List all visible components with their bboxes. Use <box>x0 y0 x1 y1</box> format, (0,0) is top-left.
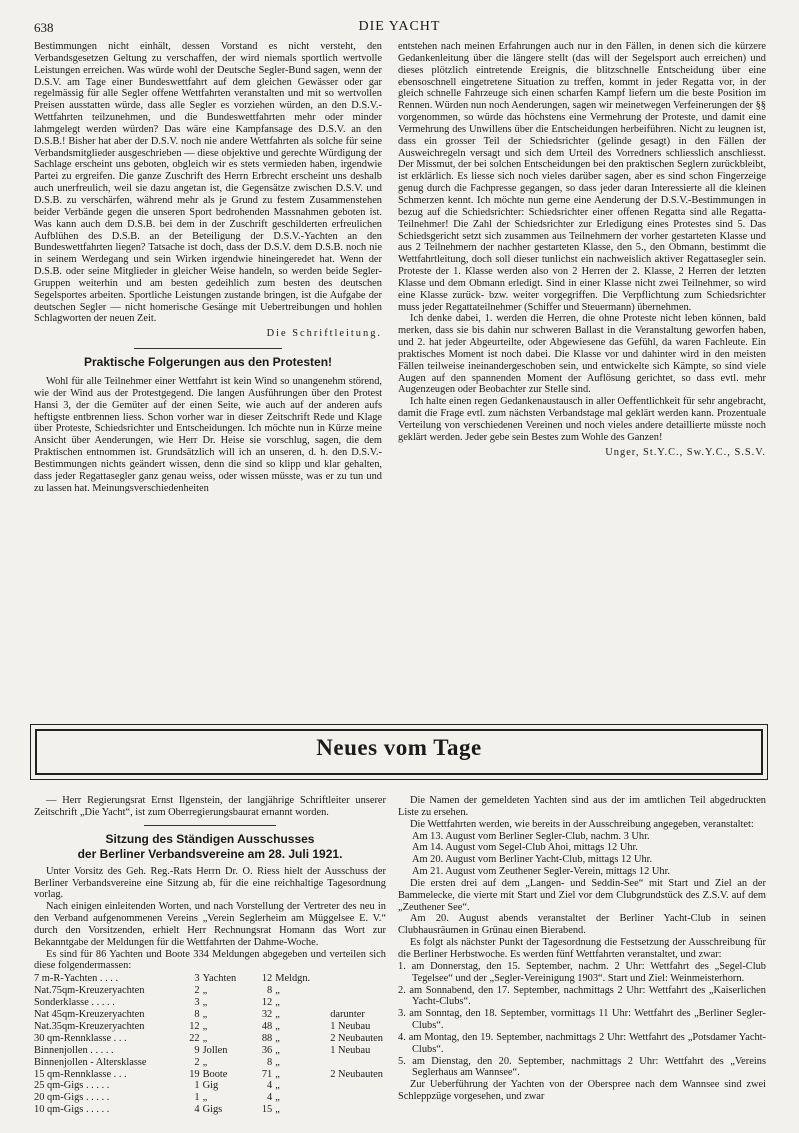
table-cell-n2: 48 <box>261 1020 273 1032</box>
race-list-item: 5. am Dienstag, den 20. September, nachmittags 2 Uhr: Wettfahrt des „Vereins Seglerhaus am Wannsee“. <box>398 1055 766 1079</box>
meeting-heading-line1: Sitzung des Ständigen Ausschusses <box>105 831 315 846</box>
table-cell-note: darunter <box>330 1009 365 1020</box>
table-cell-t2: „ <box>275 1056 280 1068</box>
meeting-paragraph: Unter Vorsitz des Geh. Reg.-Rats Herrn Dr. O. Riess hielt der Ausschuss der Berliner Verbandsvereine eine Sitzung ab, für die eine reichhaltige Tagesordnung vorlag. <box>34 865 386 901</box>
article-paragraph: Die Wettfahrten werden, wie bereits in der Ausschreibung angegeben, veranstaltet: <box>410 818 754 830</box>
section-heading: Praktische Folgerungen aus den Protesten! <box>83 355 333 370</box>
table-cell-t1: Gigs <box>202 1104 223 1116</box>
table-cell-t1: „ <box>202 1092 208 1104</box>
table-cell-n1: 2 <box>194 985 200 997</box>
table-cell-t2: „ <box>275 997 280 1009</box>
table-cell-t1: „ <box>202 1020 208 1032</box>
table-row <box>34 997 386 1009</box>
table-cell-t1: „ <box>202 985 208 997</box>
race-date: Am 13. August vom Berliner Segler-Club, nachm. 3 Uhr. <box>412 830 650 842</box>
table-cell-name: Nat 45qm-Kreuzeryachten <box>34 1009 145 1020</box>
table-cell-t1: Yachten <box>202 973 237 985</box>
top-left-column <box>34 41 382 495</box>
table-cell-t1: „ <box>202 997 208 1009</box>
table-cell-n1: 19 <box>189 1068 200 1080</box>
table-cell-t2: Meldgn. <box>275 973 311 985</box>
table-cell-t2: „ <box>275 1080 280 1092</box>
editorial-signature: Die Schriftleitung. <box>266 328 382 340</box>
table-row <box>34 973 386 985</box>
table-cell-n2: 12 <box>261 997 273 1009</box>
table-cell-n2: 36 <box>261 1044 273 1056</box>
table-cell-name: 10 qm-Gigs . . . . . <box>34 1104 110 1116</box>
table-cell-n1: 8 <box>194 1009 200 1020</box>
table-cell-note <box>330 1057 386 1069</box>
table-cell-n2: 88 <box>261 1032 273 1044</box>
table-row <box>34 1104 386 1116</box>
section-divider <box>144 825 276 826</box>
article-paragraph: Am 20. August abends veranstaltet der Berliner Yacht-Club in seinen Clubhausräumen in Grünau einen Bierabend. <box>398 913 766 937</box>
table-row <box>34 1021 386 1033</box>
article-paragraph: Es folgt als nächster Punkt der Tagesordnung die Festsetzung der Ausschreibung für die Berliner Herbstwoche. Es werden fünf Wettfahrten veranstaltet, und zwar: <box>398 937 766 960</box>
table-cell-t1: Gig <box>202 1080 219 1092</box>
table-cell-n2: 4 <box>267 1092 273 1104</box>
article-paragraph: Zur Ueberführung der Yachten von der Oberspree nach dem Wannsee sind zwei Schleppzüge vorgesehen, und zwar <box>398 1079 766 1103</box>
table-cell-name: 7 m-R-Yachten . . . . <box>34 973 119 985</box>
table-cell-note: 2 Neubauten <box>330 1068 383 1080</box>
table-row <box>34 1069 386 1081</box>
table-cell-t2: „ <box>275 1020 280 1032</box>
race-date: Am 14. August vom Segel-Club Ahoi, mittags 12 Uhr. <box>412 842 638 854</box>
table-cell-n1: 1 <box>194 1092 200 1104</box>
table-cell-t2: „ <box>275 1009 280 1020</box>
article-paragraph: entstehen nach meinen Erfahrungen auch nur in den Fällen, in denen sich die kürzere Gedankenleitung über die längere stellt (das will der Segelsport auch erreichen) und dieses plötzlich eintretende Ereignis, die blitzschnelle Entscheidung über eine ebensoschnell eingetretene Situation zu treffen, kommt in jeder Regatta vor, in der gleich schnelle Fahrzeuge sich einen scharfen Kampf liefern um die beste Position im Rennen. Würden nun noch Aenderungen, sagen wir meinetwegen Verfeinerungen der §§ vorgenommen, so würde das höchstens eine Vermehrung der Proteste, und damit eine Vermehrung des Unwillens über die Entscheidungen herbeiführen. Nicht zu leugnen ist, dass ein grosser Teil der Schiedsrichter (gelinde gesagt) in den Fällen der Ausweichregeln versagt und sich dem Urteil des Vorredners schliesslich anschliesst. Der Missmut, der bei solchen Entscheidungen bei den praktischen Seglern zurückbleibt, ist erklärlich. Es liesse sich noch vieles darüber sagen, aber es sind schon Fingerzeige genug durch die Fachpresse gegangen, so dass jeder daran Interessierte all die kleinen Schmerzen kennt. Ich möchte nun gerne eine Aenderung der D.S.V.-Bestimmungen in bezug auf die Schiedsrichter: Schiedsrichter einer offenen Regatta sind alle Regatta-Teilnehmer! Die Zahl der Schiedsrichter zur Erledigung eines Protestes sind 5. Das Schiedsgericht setzt sich zusammen aus Teilnehmern der vorher gestarteten Klasse und aus 2 Teilnehmern der nachher gestarteten Klasse, den 5., den Obmann, bestimmt die Wettfahrtleitung, doch soll dieser tunlichst ein nachweislich aktiver Regattasegler sein. Proteste der 1. Klasse werden also von 2 Herren der 2. Klasse, 2 Herren der letzten Klasse und dem Obmann erledigt. Sind in einer Klasse nicht zwei Teilnehmer, so wird eine Klasse zurück- bzw. weiter vorgegriffen. Die Verpflichtung zum Schiedsrichter muss jeder Regattateilnehmer (Schiffer und Steuermann) übernehmen. <box>398 41 766 313</box>
table-cell-t1: „ <box>202 1056 208 1068</box>
table-cell-t2: „ <box>275 985 280 997</box>
table-cell-name: Binnenjollen - Altersklasse <box>34 1056 147 1068</box>
top-right-column <box>398 41 766 459</box>
bottom-left-column <box>34 795 386 1116</box>
table-cell-note: 1 Neubau <box>330 1044 371 1056</box>
table-row <box>34 1009 386 1021</box>
table-cell-n1: 12 <box>189 1020 200 1032</box>
table-cell-note: 2 Neubauten <box>330 1032 383 1044</box>
table-cell-n1: 2 <box>194 1056 200 1068</box>
article-paragraph: Die ersten drei auf dem „Langen- und Seddin-See“ mit Start und Ziel an der Bammelecke, die vierte mit Start und Ziel vor dem Clubgrundstück des Z.S.V. auf dem „Zeuthener See“. <box>398 877 766 913</box>
table-cell-n1: 4 <box>194 1104 200 1116</box>
table-cell-name: 30 qm-Rennklasse . . . <box>34 1032 127 1044</box>
meeting-paragraph: Es sind für 86 Yachten und Boote 334 Meldungen abgegeben und verteilen sich diese folgendermassen: <box>34 948 386 972</box>
running-title: DIE YACHT <box>358 19 441 34</box>
article-paragraph: Die Namen der gemeldeten Yachten sind aus der im amtlichen Teil abgedruckten Liste zu ersehen. <box>398 795 766 818</box>
table-cell-n2: 71 <box>261 1068 273 1080</box>
meeting-paragraph: Nach einigen einleitenden Worten, und nach Vorstellung der Vertreter des neu in den Verband aufgenommenen Vereins „Verein Seglerheim am Müggelsee E. V.“ durch den Vorsitzenden, erhielt Herr Rechnungsrat Homann das Wort zur Bekanntgabe der Meldungen für die Wettfahrten der Dahme-Woche. <box>34 901 386 948</box>
article-paragraph: Ich denke dabei, 1. werden die Herren, die ohne Proteste nicht leben können, bald merken, dass sie bis dahin nur schweren Ballast in die Veranstaltung geworfen haben, und 2. hat jeder Abgeurteilte, oder Abgewiesene das Gefühl, da waren Fachleute. Ein praktisches Moment ist noch dabei. Die Klasse vor und dahinter wird in den meisten Fällen teilweise ineinandergeschoben sein, und entwickelte sich Kämpte, so sind viele Augen auf den spannenden Moment der Auflösung gerichtet, so dass evtl. mehr Augenzeugen oder Beobachter zur Stelle sind. <box>398 313 766 396</box>
table-cell-n2: 8 <box>267 1056 273 1068</box>
table-cell-note: 1 Neubau <box>330 1020 371 1032</box>
table-cell-t2: „ <box>275 1068 280 1080</box>
registration-table <box>34 973 386 1116</box>
table-cell-note <box>330 997 386 1009</box>
table-cell-name: Binnenjollen . . . . . <box>34 1044 114 1056</box>
table-cell-n1: 3 <box>194 997 200 1009</box>
table-row <box>34 985 386 997</box>
table-cell-note <box>330 973 386 985</box>
bottom-right-column <box>398 795 766 1103</box>
table-cell-n1: 3 <box>194 973 200 985</box>
table-cell-n2: 15 <box>261 1104 273 1116</box>
article-signature: Unger, St.Y.C., Sw.Y.C., S.S.V. <box>605 446 766 458</box>
article-paragraph: Ich halte einen regen Gedankenaustausch in aller Oeffentlichkeit für sehr angebracht, damit die Frage evtl. zum nächsten Verbandstage mal geklärt werden kann. Prozentuale Verteilung von verschiedenen Vereinen und noch vieles andere detaillierte müsste noch geklärt werden. Jeder gebe sein Bestes zum Wohle des Ganzen! <box>398 396 766 443</box>
table-row <box>34 1045 386 1057</box>
table-cell-name: Sonderklasse . . . . . <box>34 997 115 1009</box>
table-cell-t2: „ <box>275 1092 280 1104</box>
table-cell-t2: „ <box>275 1104 280 1116</box>
table-cell-note <box>330 1104 386 1116</box>
article-paragraph: Wohl für alle Teilnehmer einer Wettfahrt ist kein Wind so unangenehm störend, wie der Wind aus der Protestgegend. Die langen Ausführungen über den Protest Hansi 3, der die Gemüter auf der einen Seite, wie auch auf der anderen aufs heftigste entbrennen liess. Schon vorher war in dieser Zeitschrift Rede und Klage über Proteste, Schiedsrichter und Entscheidungen. Ich möchte nun in Kürze meine Ansicht über Aenderungen, wie Herr Dr. Heise sie vorschlug, sagen, die dem Praktischen entnommen ist. Grundsätzlich will ich an unseren, d. h. den D.S.V.-Bestimmungen nichts geändert wissen, denn die sind so klipp und klar gehalten, dass jeder Regattasegler ganz genau weiss, oder wissen müsste, was er zu tun und zu lassen hat. Meinungsverschiedenheiten <box>34 376 382 494</box>
race-list-item: 2. am Sonnabend, den 17. September, nachmittags 2 Uhr: Wettfahrt des „Kaiserlichen Yacht-Clubs“. <box>398 984 766 1008</box>
race-list-item: 4. am Montag, den 19. September, nachmittags 2 Uhr: Wettfahrt des „Potsdamer Yacht-Clubs“. <box>398 1031 766 1055</box>
table-cell-name: Nat.75qm-Kreuzeryachten <box>34 985 145 997</box>
table-cell-n2: 12 <box>261 973 273 985</box>
table-cell-n2: 8 <box>267 985 273 997</box>
table-row <box>34 1057 386 1069</box>
table-cell-note <box>330 1080 386 1092</box>
race-list-item: 1. am Donnerstag, den 15. September, nachm. 2 Uhr: Wettfahrt des „Segel-Club Tegelsee“ und der „Segler-Vereinigung 1903“. Start und Ziel: Weinmeisterhorn. <box>398 960 766 984</box>
table-cell-note <box>330 1092 386 1104</box>
table-cell-n1: 9 <box>194 1044 200 1056</box>
table-row <box>34 1092 386 1104</box>
table-cell-t2: „ <box>275 1044 280 1056</box>
table-cell-name: 25 qm-Gigs . . . . . <box>34 1080 110 1092</box>
table-cell-t1: „ <box>202 1009 208 1020</box>
race-date: Am 21. August vom Zeuthener Segler-Verein, mittags 12 Uhr. <box>412 866 671 878</box>
table-cell-note <box>330 985 386 997</box>
table-row <box>34 1033 386 1045</box>
table-cell-n1: 22 <box>189 1032 200 1044</box>
table-cell-t1: Jollen <box>202 1044 228 1056</box>
table-cell-name: 20 qm-Gigs . . . . . <box>34 1092 110 1104</box>
race-date: Am 20. August vom Berliner Yacht-Club, mittags 12 Uhr. <box>412 854 653 866</box>
table-cell-name: Nat.35qm-Kreuzeryachten <box>34 1020 145 1032</box>
banner-title: Neues vom Tage <box>316 735 482 760</box>
table-cell-t1: „ <box>202 1032 208 1044</box>
editorial-paragraph: Bestimmungen nicht einhält, dessen Vorstand es nicht versteht, den Verbandsgesetzen Geltung zu verschaffen, der wird niemals sportlich wertvolle Leistungen erreichen. Was würde wohl der Deutsche Segler-Bund sagen, wenn der D.S.V. am Tage einer Bundeswettfahrt auf dem gleichen Gewässer oder gar regelmässig für alle Segler offene Wettfahrten veranstalten und mit so wertvollen Preisen ausstatten würde, dass alle Segler es vorziehen würden, an den D.S.V.-Wettfahrten teilzunehmen, und die Bundeswettfahrten mehr oder minder lahmgelegt werden würden? Das wäre eine Kampfansage des D.S.V. an den D.S.B.! Bisher hat aber der D.S.V. noch nie andere Wettfahrten als solche für seine Verbandsmitglieder ausgeschrieben — diese objektive und gerechte Würdigung der Sachlage erscheint uns geboten, obgleich wir es stets vermieden haben, irgendwie Partei zu ergreifen. Die ganze Zuschrift des Herrn Erbrecht erscheint uns deshalb auch unerfreulich, weil sie dazu angetan ist, die Gegensätze zwischen D.S.V. und D.S.B. zu verschärfen, während mehr als je Grund zu festem Zusammenstehen beider Verbände gegen die unseren Sport bedrohenden Massnahmen geboten ist. Was kann auch dem D.S.B. bei dem in der Zuschrift geschilderten erfreulichen Aufblühen des D.S.B. an der Beteiligung der D.S.V.-Yachten an den Bundeswettfahrten liegen? Tatsache ist doch, dass der D.S.V. dem D.S.B. noch nie in seinem Werdegang und sein Wirken irgendwie hineingeredet hat. Wenn der D.S.B. oder seine Mitglieder in gleicher Weise handeln, so werden beide Segler-Gruppen weiterhin und am besten gedeihlich zum besten des deutschen Segelsportes arbeiten. Sportliche Leistungen zustande bringen, ist die Aufgabe der deutschen Segler — nicht homerische Gesänge mit Uebertreibungen und hohlen Schlagworten der neuen Zeit. <box>34 41 382 325</box>
table-cell-n2: 4 <box>267 1080 273 1092</box>
table-cell-n2: 32 <box>261 1009 273 1020</box>
table-cell-t2: „ <box>275 1032 280 1044</box>
meeting-heading-line2: der Berliner Verbandsvereine am 28. Juli 1921. <box>77 846 343 861</box>
news-item: — Herr Regierungsrat Ernst Ilgenstein, der langjährige Schriftleiter unserer Zeitschrift „Die Yacht“, ist zum Oberregierungsbaurat ernannt worden. <box>34 795 386 818</box>
table-cell-name: 15 qm-Rennklasse . . . <box>34 1068 127 1080</box>
section-divider <box>134 348 282 349</box>
race-list-item: 3. am Sonntag, den 18. September, vormittags 11 Uhr: Wettfahrt des „Berliner Segler-Clubs“. <box>398 1008 766 1032</box>
section-banner <box>30 724 768 780</box>
table-cell-n1: 1 <box>194 1080 200 1092</box>
table-row <box>34 1080 386 1092</box>
page-number: 638 <box>34 20 54 35</box>
table-cell-t1: Boote <box>202 1068 228 1080</box>
